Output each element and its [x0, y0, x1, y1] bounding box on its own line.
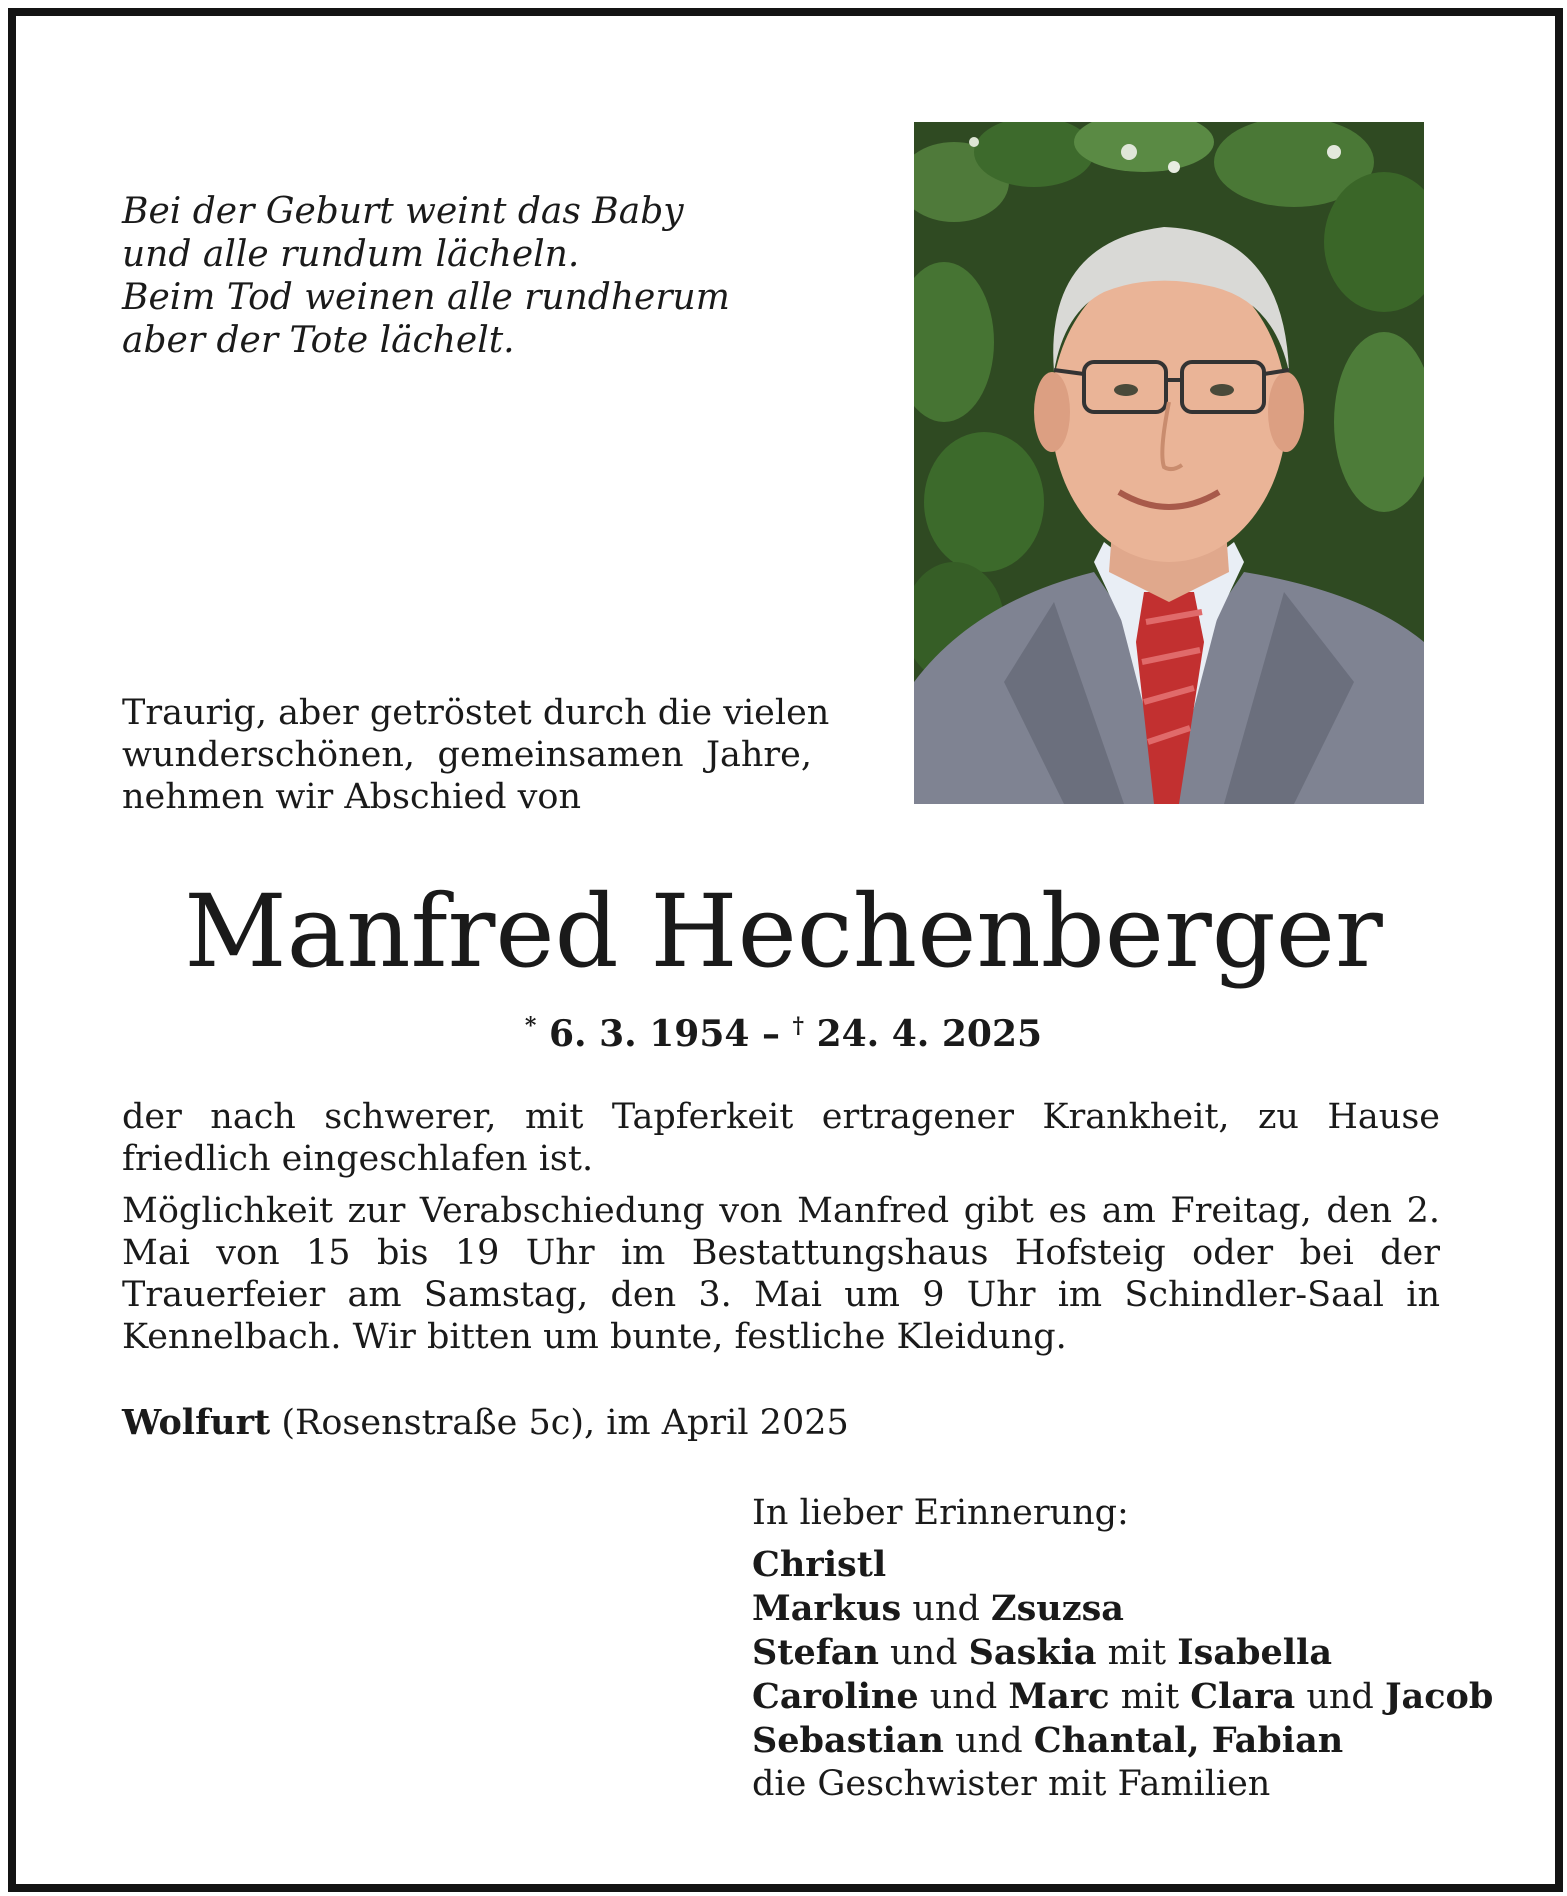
intro-text [122, 692, 830, 818]
mourner-line [752, 1543, 1493, 1587]
poem-line: und alle rundum lächeln. [122, 234, 580, 275]
mourner-line [752, 1675, 1493, 1719]
mourner-name: Christl [752, 1544, 887, 1585]
mourner-connector: und [878, 1633, 969, 1673]
mourner-name: Markus [752, 1588, 902, 1629]
intro-line: Traurig, aber getröstet durch die vielen [122, 693, 830, 733]
mourner-name: Clara [1190, 1676, 1296, 1717]
mourners-heading: In lieber Erinnerung: [752, 1493, 1129, 1533]
intro-word: gemeinsamen [437, 735, 684, 775]
mourner-connector: die Geschwister mit Familien [752, 1764, 1271, 1804]
body-paragraph: Möglichkeit zur Verabschiedung von Manfred gibt es am Freitag, den 2. Mai von 15 bis 19 Uhr im Bestattungshaus Hofsteig oder bei der Trauerfeier am Samstag, den 3. Mai um 9 Uhr im Schindler-Saal in Kennelbach. Wir bitten um bunte, festliche Kleidung. [122, 1191, 1440, 1357]
death-symbol: † [792, 1013, 805, 1039]
mourner-connector: und [1295, 1677, 1385, 1717]
mourner-name: Stefan [752, 1632, 879, 1673]
death-date: 24. 4. 2025 [816, 1013, 1043, 1055]
birth-date: 6. 3. 1954 [548, 1013, 750, 1055]
mourner-name: Sebastian [752, 1720, 944, 1761]
mourner-connector: und [944, 1721, 1034, 1761]
intro-word: Jahre, [705, 735, 812, 775]
mourner-name: Saskia [968, 1632, 1097, 1673]
poem-line: Beim Tod weinen alle rundherum [122, 277, 730, 318]
mourner-name: Isabella [1177, 1632, 1333, 1673]
place-and-date [122, 1402, 849, 1444]
mourner-line [752, 1631, 1493, 1675]
deceased-name: Manfred Hechenberger [184, 873, 1383, 990]
announcement-body [122, 1096, 1440, 1368]
mourner-line [752, 1587, 1493, 1631]
town-name: Wolfurt [122, 1402, 271, 1443]
intro-line-justified [122, 734, 812, 776]
mourner-line [752, 1719, 1493, 1763]
address-and-date: (Rosenstraße 5c), im April 2025 [270, 1403, 849, 1443]
poem-line: aber der Tote lächelt. [122, 320, 515, 361]
poem [122, 190, 730, 362]
mourner-connector: und [901, 1589, 992, 1629]
poem-line: Bei der Geburt weint das Baby [122, 191, 684, 232]
mourner-name: Chantal, Fabian [1033, 1720, 1344, 1761]
mourner-name: Caroline [752, 1676, 919, 1717]
mourner-connector: mit [1096, 1633, 1178, 1673]
birth-symbol: * [524, 1013, 537, 1039]
intro-line: nehmen wir Abschied von [122, 777, 581, 817]
mourner-name: Zsuzsa [991, 1588, 1124, 1629]
mourner-connector: und [918, 1677, 1009, 1717]
mourners-block [752, 1492, 1493, 1806]
mourner-line [752, 1763, 1493, 1806]
portrait-photo [914, 122, 1424, 804]
date-separator: – [761, 1013, 780, 1055]
life-dates [0, 1004, 1567, 1056]
mourners-list [752, 1543, 1493, 1806]
intro-word: wunderschönen, [122, 735, 415, 775]
mourner-connector: mit [1109, 1677, 1191, 1717]
mourner-name: Marc [1008, 1676, 1110, 1717]
mourner-name: Jacob [1384, 1676, 1494, 1717]
body-paragraph: der nach schwerer, mit Tapferkeit ertragener Krankheit, zu Hause friedlich eingeschlafen ist. [122, 1097, 1440, 1179]
